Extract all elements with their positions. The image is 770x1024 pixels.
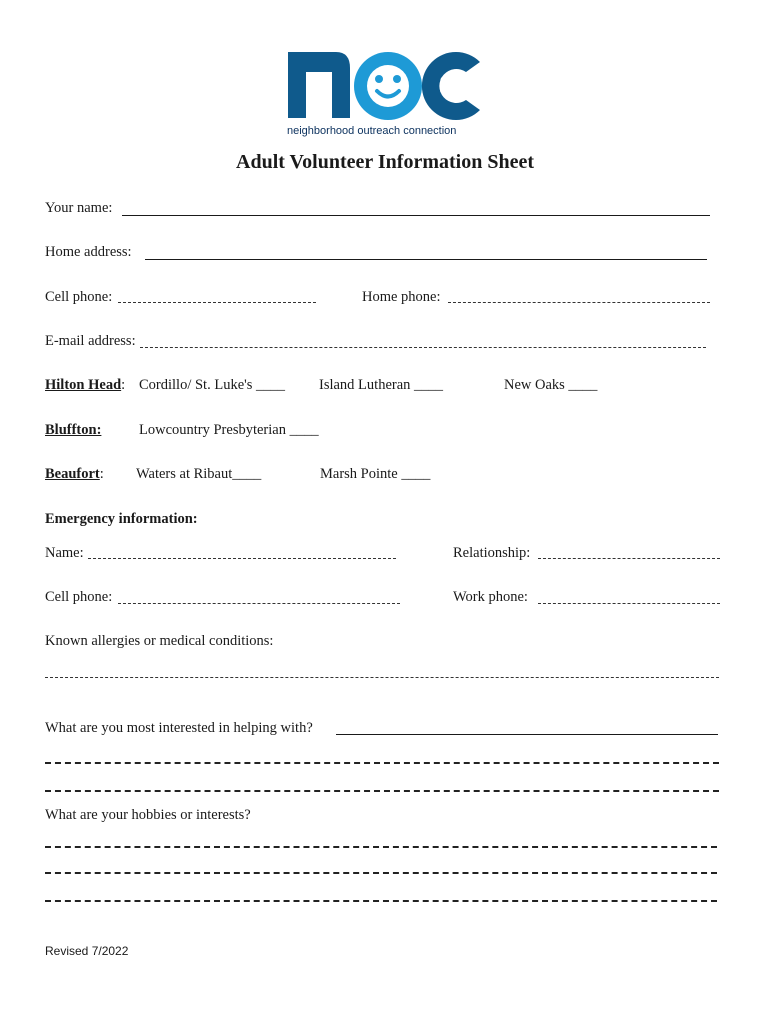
revision-date: Revised 7/2022: [45, 944, 129, 958]
emergency-name-label: Name:: [45, 545, 84, 561]
logo-tagline: neighborhood outreach connection: [287, 125, 457, 137]
beaufort-colon: :: [99, 466, 104, 482]
noc-logo-graphic: [284, 40, 490, 128]
relationship-line[interactable]: [538, 558, 720, 559]
emergency-name-line[interactable]: [88, 558, 396, 559]
your-name-line[interactable]: [122, 215, 710, 216]
email-label: E-mail address:: [45, 333, 136, 349]
interest-line-3[interactable]: [45, 790, 719, 792]
logo-letter-n: [288, 52, 350, 118]
option-island-lutheran[interactable]: Island Lutheran ____: [319, 377, 444, 393]
home-phone-line[interactable]: [448, 302, 710, 303]
relationship-label: Relationship:: [453, 545, 531, 561]
hobbies-line-3[interactable]: [45, 900, 717, 902]
interest-line-2[interactable]: [45, 762, 719, 764]
allergies-label: Known allergies or medical conditions:: [45, 633, 274, 649]
home-phone-label: Home phone:: [362, 289, 441, 305]
hilton-head-text: Hilton Head: [45, 377, 122, 393]
hilton-head-colon: :: [121, 377, 126, 393]
page-title: Adult Volunteer Information Sheet: [236, 151, 534, 173]
option-new-oaks[interactable]: New Oaks ____: [504, 377, 598, 393]
work-phone-line[interactable]: [538, 603, 720, 604]
interest-question: What are you most interested in helping with?: [45, 720, 313, 736]
bluffton-label: Bluffton:: [45, 422, 102, 438]
emergency-cell-label: Cell phone:: [45, 589, 113, 605]
allergies-line[interactable]: [45, 677, 719, 678]
home-address-line[interactable]: [145, 259, 707, 260]
emergency-heading: Emergency information:: [45, 511, 198, 527]
option-lowcountry-presbyterian[interactable]: Lowcountry Presbyterian ____: [139, 422, 319, 438]
logo: [284, 40, 490, 140]
hilton-head-label: [45, 377, 125, 394]
beaufort-text: Beaufort: [45, 466, 100, 482]
option-waters-at-ribaut[interactable]: Waters at Ribaut____: [136, 466, 262, 482]
option-cordillo[interactable]: Cordillo/ St. Luke's ____: [139, 377, 286, 393]
hobbies-line-1[interactable]: [45, 846, 717, 848]
hobbies-question: What are your hobbies or interests?: [45, 807, 251, 823]
home-address-label: Home address:: [45, 244, 132, 260]
interest-line-1[interactable]: [336, 734, 718, 735]
option-marsh-pointe[interactable]: Marsh Pointe ____: [320, 466, 431, 482]
work-phone-label: Work phone:: [453, 589, 528, 605]
cell-phone-label: Cell phone:: [45, 289, 113, 305]
hobbies-line-2[interactable]: [45, 872, 717, 874]
cell-phone-line[interactable]: [118, 302, 316, 303]
emergency-cell-line[interactable]: [118, 603, 400, 604]
logo-letter-c: [422, 52, 480, 120]
beaufort-label: [45, 466, 104, 483]
email-line[interactable]: [140, 347, 706, 348]
your-name-label: Your name:: [45, 200, 113, 216]
